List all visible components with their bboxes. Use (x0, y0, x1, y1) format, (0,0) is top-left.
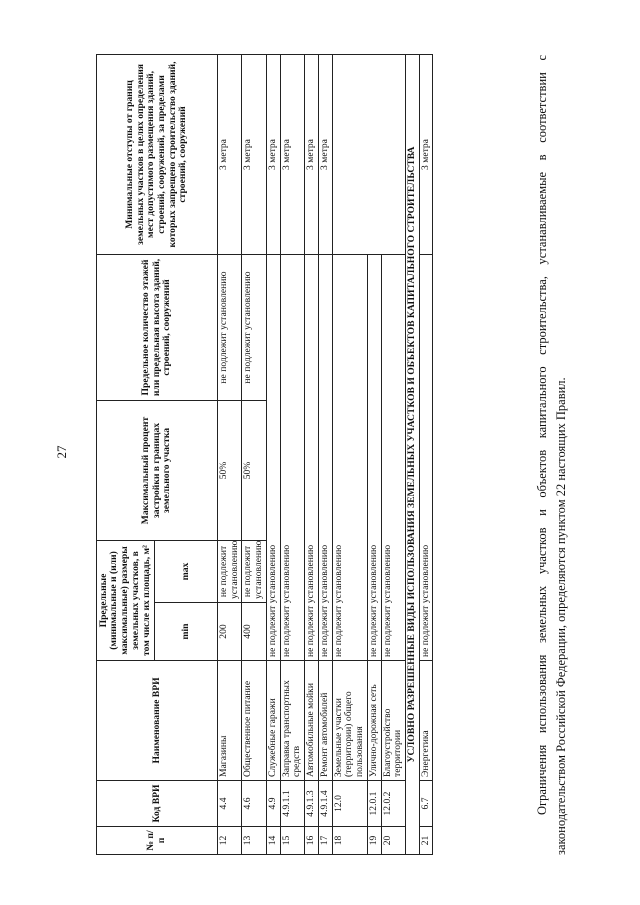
row-sizes: не подлежит установлению (381, 255, 405, 661)
row-name: Улично-дорожная сеть (367, 661, 381, 781)
header-num: № п/п (97, 827, 218, 855)
row-num: 18 (332, 827, 367, 855)
row-coverage: 50% (242, 401, 266, 541)
row-setback: 3 метра (242, 55, 266, 255)
row-coverage: 50% (218, 401, 242, 541)
row-sizes: не подлежит установлению (318, 255, 332, 661)
header-name: Наименование ВРИ (97, 661, 218, 781)
row-name: Благоустройство территории (381, 661, 405, 781)
table-row (218, 55, 242, 855)
row-setback: 3 метра (280, 55, 304, 255)
header-setback: Минимальные отступы от границ земельных участков в целях определения мест допустимого размещения зданий, строений, сооружений, за пределами которых запрещено строительство зданий, строений, сооружений (97, 55, 218, 255)
row-num: 13 (242, 827, 266, 855)
header-floors: Предельное количество этажей или предельная высота зданий, строений, сооружений (97, 255, 218, 401)
page-number: 27 (54, 445, 69, 459)
row-code: 4.9.1.3 (305, 781, 319, 827)
row-setback: 3 метра (218, 55, 242, 255)
row-sizes: не подлежит установлению (280, 255, 304, 661)
row-num: 12 (218, 827, 242, 855)
table-row (318, 55, 332, 855)
row-code: 6.7 (419, 781, 433, 827)
table-row (332, 55, 367, 855)
row-num: 15 (280, 827, 304, 855)
row-num: 20 (381, 827, 405, 855)
row-code: 12.0 (332, 781, 367, 827)
row-name: Служебные гаражи (266, 661, 280, 781)
row-num: 21 (419, 827, 433, 855)
row-name: Автомобильные мойки (305, 661, 319, 781)
row-code: 4.4 (218, 781, 242, 827)
header-max: max (155, 541, 218, 603)
row-setback: 3 метра (419, 55, 433, 255)
row-num: 14 (266, 827, 280, 855)
footnote-paragraph: Ограничения использования земельных участков и объектов капитального строительства, устанавливаемые в соответствии с законодательством Российской Федерации, определяются пунктом 22 настоящих Правил. (534, 55, 568, 855)
section-row (406, 55, 420, 855)
header-coverage: Максимальный процент застройки в границах земельного участка (97, 401, 218, 541)
table-row (419, 55, 433, 855)
row-floors: не подлежит установлению (242, 255, 266, 401)
row-name: Общественное питание (242, 661, 266, 781)
section-title: УСЛОВНО РАЗРЕШЕННЫЕ ВИДЫ ИСПОЛЬЗОВАНИЯ ЗЕМЕЛЬНЫХ УЧАСТКОВ И ОБЪЕКТОВ КАПИТАЛЬНОГО СТРОИТЕЛЬСТВА (406, 55, 420, 855)
row-code: 12.0.1 (367, 781, 381, 827)
row-code: 4.9 (266, 781, 280, 827)
row-max: не подлежит установлению (218, 541, 242, 603)
row-setback: 3 метра (318, 55, 332, 255)
row-sizes: не подлежит установлению (305, 255, 319, 661)
row-setback (332, 55, 405, 255)
row-code: 4.6 (242, 781, 266, 827)
row-min: 400 (242, 603, 266, 661)
row-code: 12.0.2 (381, 781, 405, 827)
row-sizes: не подлежит установлению (367, 255, 381, 661)
row-code: 4.9.1.4 (318, 781, 332, 827)
row-num: 19 (367, 827, 381, 855)
row-name: Магазины (218, 661, 242, 781)
row-sizes: не подлежит установлению (332, 255, 367, 661)
row-max: не подлежит установлению (242, 541, 266, 603)
header-size-group: Предельные (минимальные и (или) максимальные) размеры земельных участков, в том числе их площадь, м² (97, 541, 155, 661)
table-row (266, 55, 280, 855)
row-name: Энергетика (419, 661, 433, 781)
row-min: 200 (218, 603, 242, 661)
row-name: Ремонт автомобилей (318, 661, 332, 781)
land-use-table (96, 54, 433, 855)
table-header-row (97, 55, 155, 855)
row-code: 4.9.1.1 (280, 781, 304, 827)
row-setback: 3 метра (266, 55, 280, 255)
row-name: Заправка транспортных средств (280, 661, 304, 781)
row-setback: 3 метра (305, 55, 319, 255)
rotated-page (40, 17, 600, 887)
header-code: Код ВРИ (97, 781, 218, 827)
row-num: 16 (305, 827, 319, 855)
table-row (305, 55, 319, 855)
table-row (242, 55, 266, 855)
row-name: Земельные участки (территории) общего пользования (332, 661, 367, 781)
row-num: 17 (318, 827, 332, 855)
table-row (280, 55, 304, 855)
row-floors: не подлежит установлению (218, 255, 242, 401)
row-sizes: не подлежит установлению (266, 255, 280, 661)
row-sizes: не подлежит установлению (419, 255, 433, 661)
header-min: min (155, 603, 218, 661)
